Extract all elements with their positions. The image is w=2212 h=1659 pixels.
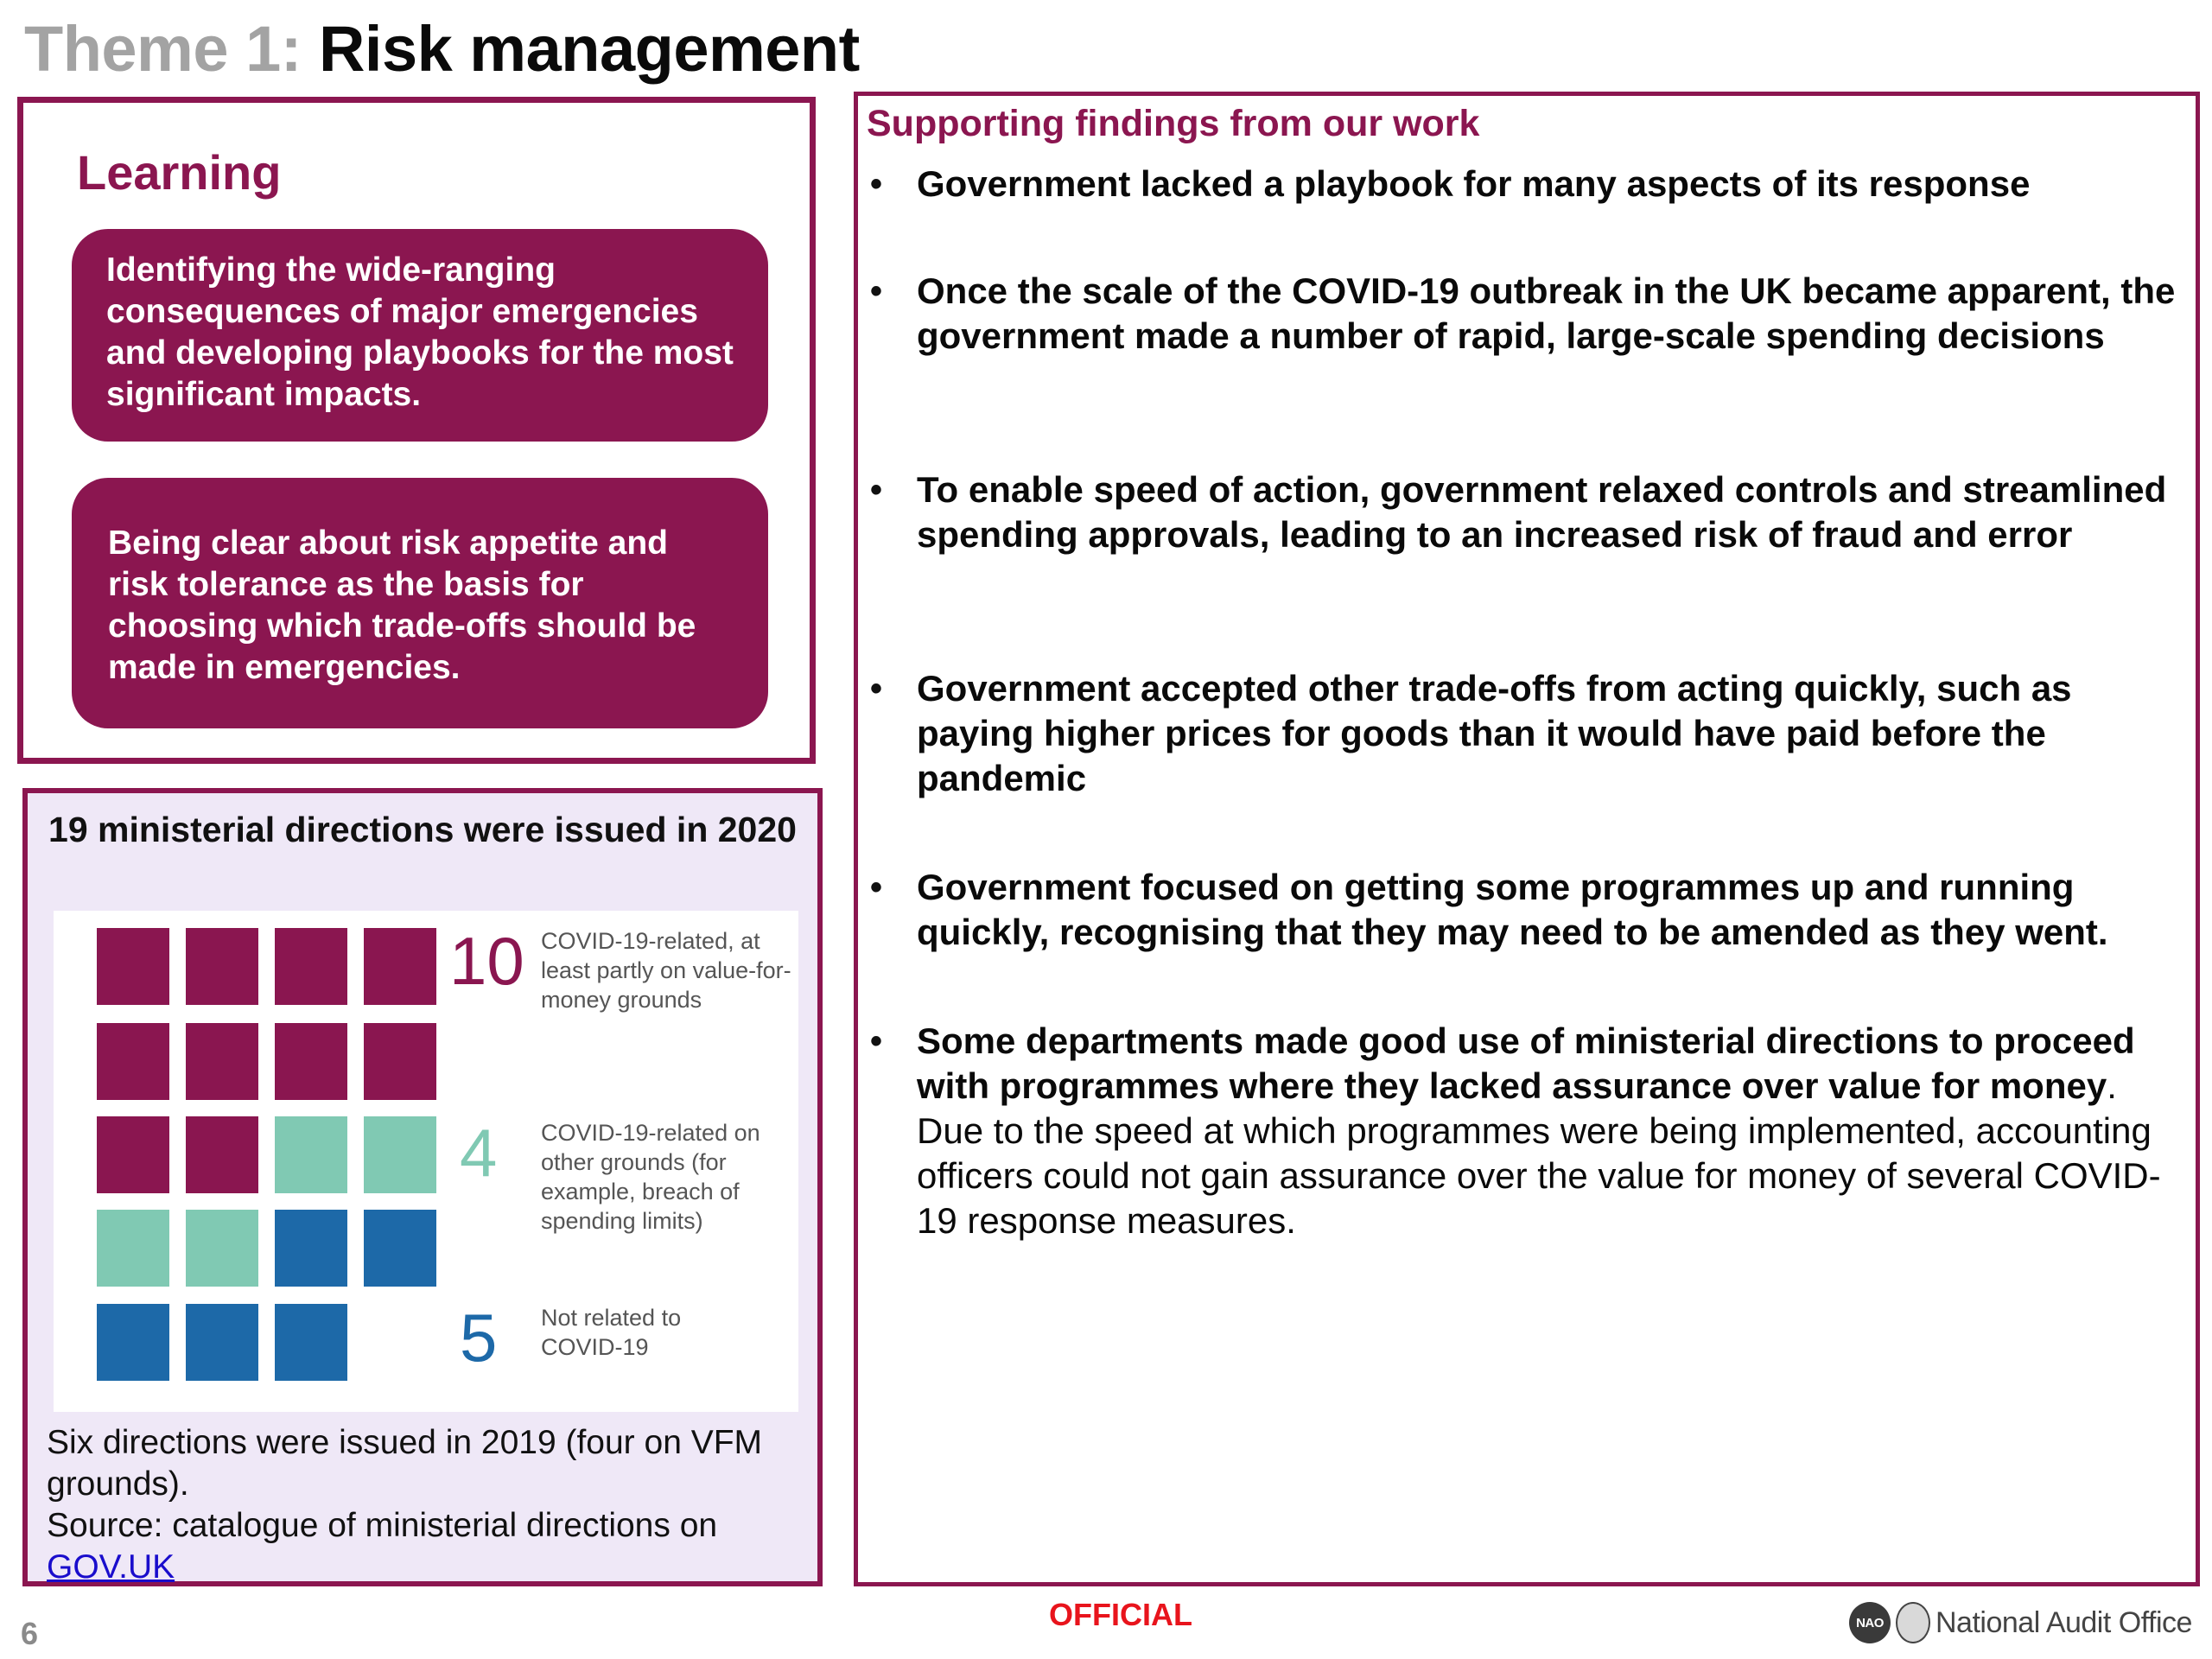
source-line bbox=[47, 1505, 807, 1588]
finding-text: Government accepted other trade-offs from acting quickly, such as paying higher prices for goods than it would have paid before the pandemic bbox=[917, 668, 2072, 798]
directions-title: 19 ministerial directions were issued in 2020 bbox=[48, 810, 797, 849]
govuk-link[interactable]: GOV.UK bbox=[47, 1548, 175, 1586]
crest-icon bbox=[1896, 1602, 1930, 1643]
bullet: • bbox=[870, 1022, 883, 1060]
count-other: 4 bbox=[460, 1115, 498, 1191]
nao-name: National Audit Office bbox=[1936, 1605, 2192, 1639]
direction-square-vfm bbox=[364, 928, 436, 1005]
directions-note bbox=[47, 1422, 807, 1588]
theme-title: Risk management bbox=[318, 13, 860, 85]
finding-text: To enable speed of action, government relaxed controls and streamlined spending approvals, leading to an increased risk of fraud and error bbox=[917, 469, 2167, 555]
finding-item bbox=[870, 865, 2183, 955]
finding-item bbox=[870, 269, 2183, 359]
finding-plain: . Due to the speed at which programmes were being implemented, accounting officers could not gain assurance over the value for money of several COVID-19 response measures. bbox=[917, 1065, 2161, 1241]
ministerial-directions-panel bbox=[22, 788, 823, 1586]
direction-square-not-covid bbox=[275, 1210, 347, 1287]
learning-item: Identifying the wide-ranging consequences of major emergencies and developing playbooks for the most significant impacts. bbox=[72, 229, 768, 442]
learning-panel bbox=[17, 97, 816, 764]
findings-heading: Supporting findings from our work bbox=[867, 103, 1480, 144]
label-not-covid: Not related to COVID-19 bbox=[541, 1305, 682, 1360]
note-2019: Six directions were issued in 2019 (four on VFM grounds). bbox=[47, 1424, 763, 1503]
direction-square-not-covid bbox=[275, 1304, 347, 1381]
finding-item bbox=[870, 467, 2183, 557]
bullet: • bbox=[870, 165, 883, 203]
direction-square-other bbox=[97, 1210, 169, 1287]
finding-text: Government focused on getting some programmes up and running quickly, recognising that they may need to be amended as they went. bbox=[917, 867, 2108, 952]
direction-square-other bbox=[364, 1116, 436, 1193]
finding-item bbox=[870, 1019, 2183, 1243]
direction-square-vfm bbox=[186, 928, 258, 1005]
learning-item: Being clear about risk appetite and risk tolerance as the basis for choosing which trade-offs should be made in emergencies. bbox=[72, 478, 768, 728]
nao-badge-icon: NAO bbox=[1849, 1602, 1891, 1643]
page-title bbox=[24, 12, 860, 86]
findings-panel bbox=[854, 92, 2200, 1586]
directions-graphic bbox=[54, 911, 798, 1412]
direction-square-vfm bbox=[186, 1023, 258, 1100]
learning-heading: Learning bbox=[77, 145, 282, 200]
bullet: • bbox=[870, 868, 883, 906]
page-number: 6 bbox=[21, 1616, 39, 1651]
finding-item bbox=[870, 666, 2183, 801]
direction-square-other bbox=[186, 1210, 258, 1287]
direction-square-not-covid bbox=[364, 1210, 436, 1287]
direction-square-not-covid bbox=[97, 1304, 169, 1381]
direction-square-vfm bbox=[97, 1023, 169, 1100]
classification-label: OFFICIAL bbox=[1049, 1597, 1192, 1632]
source-text: Source: catalogue of ministerial directions on bbox=[47, 1507, 718, 1544]
count-vfm: 10 bbox=[449, 923, 524, 999]
direction-square-vfm bbox=[275, 928, 347, 1005]
bullet: • bbox=[870, 471, 883, 509]
finding-text: Once the scale of the COVID-19 outbreak in the UK became apparent, the government made a number of rapid, large-scale spending decisions bbox=[917, 270, 2176, 356]
direction-square-vfm bbox=[186, 1116, 258, 1193]
finding-text: Government lacked a playbook for many aspects of its response bbox=[917, 163, 2031, 204]
count-not-covid: 5 bbox=[460, 1300, 498, 1376]
bullet: • bbox=[870, 670, 883, 708]
finding-item bbox=[870, 162, 2183, 207]
direction-square-vfm bbox=[97, 928, 169, 1005]
direction-square-not-covid bbox=[186, 1304, 258, 1381]
label-vfm: COVID-19-related, at least partly on value-for-money grounds bbox=[541, 928, 791, 1013]
finding-bold: Some departments made good use of ministerial directions to proceed with programmes where they lacked assurance over value for money bbox=[917, 1020, 2135, 1106]
nao-logo bbox=[1849, 1599, 2192, 1647]
direction-square-other bbox=[275, 1116, 347, 1193]
bullet: • bbox=[870, 272, 883, 310]
theme-prefix: Theme 1: bbox=[24, 13, 319, 85]
label-other: COVID-19-related on other grounds (for example, breach of spending limits) bbox=[541, 1120, 760, 1234]
finding-text bbox=[917, 1019, 2183, 1243]
direction-square-vfm bbox=[97, 1116, 169, 1193]
direction-square-vfm bbox=[364, 1023, 436, 1100]
direction-square-vfm bbox=[275, 1023, 347, 1100]
